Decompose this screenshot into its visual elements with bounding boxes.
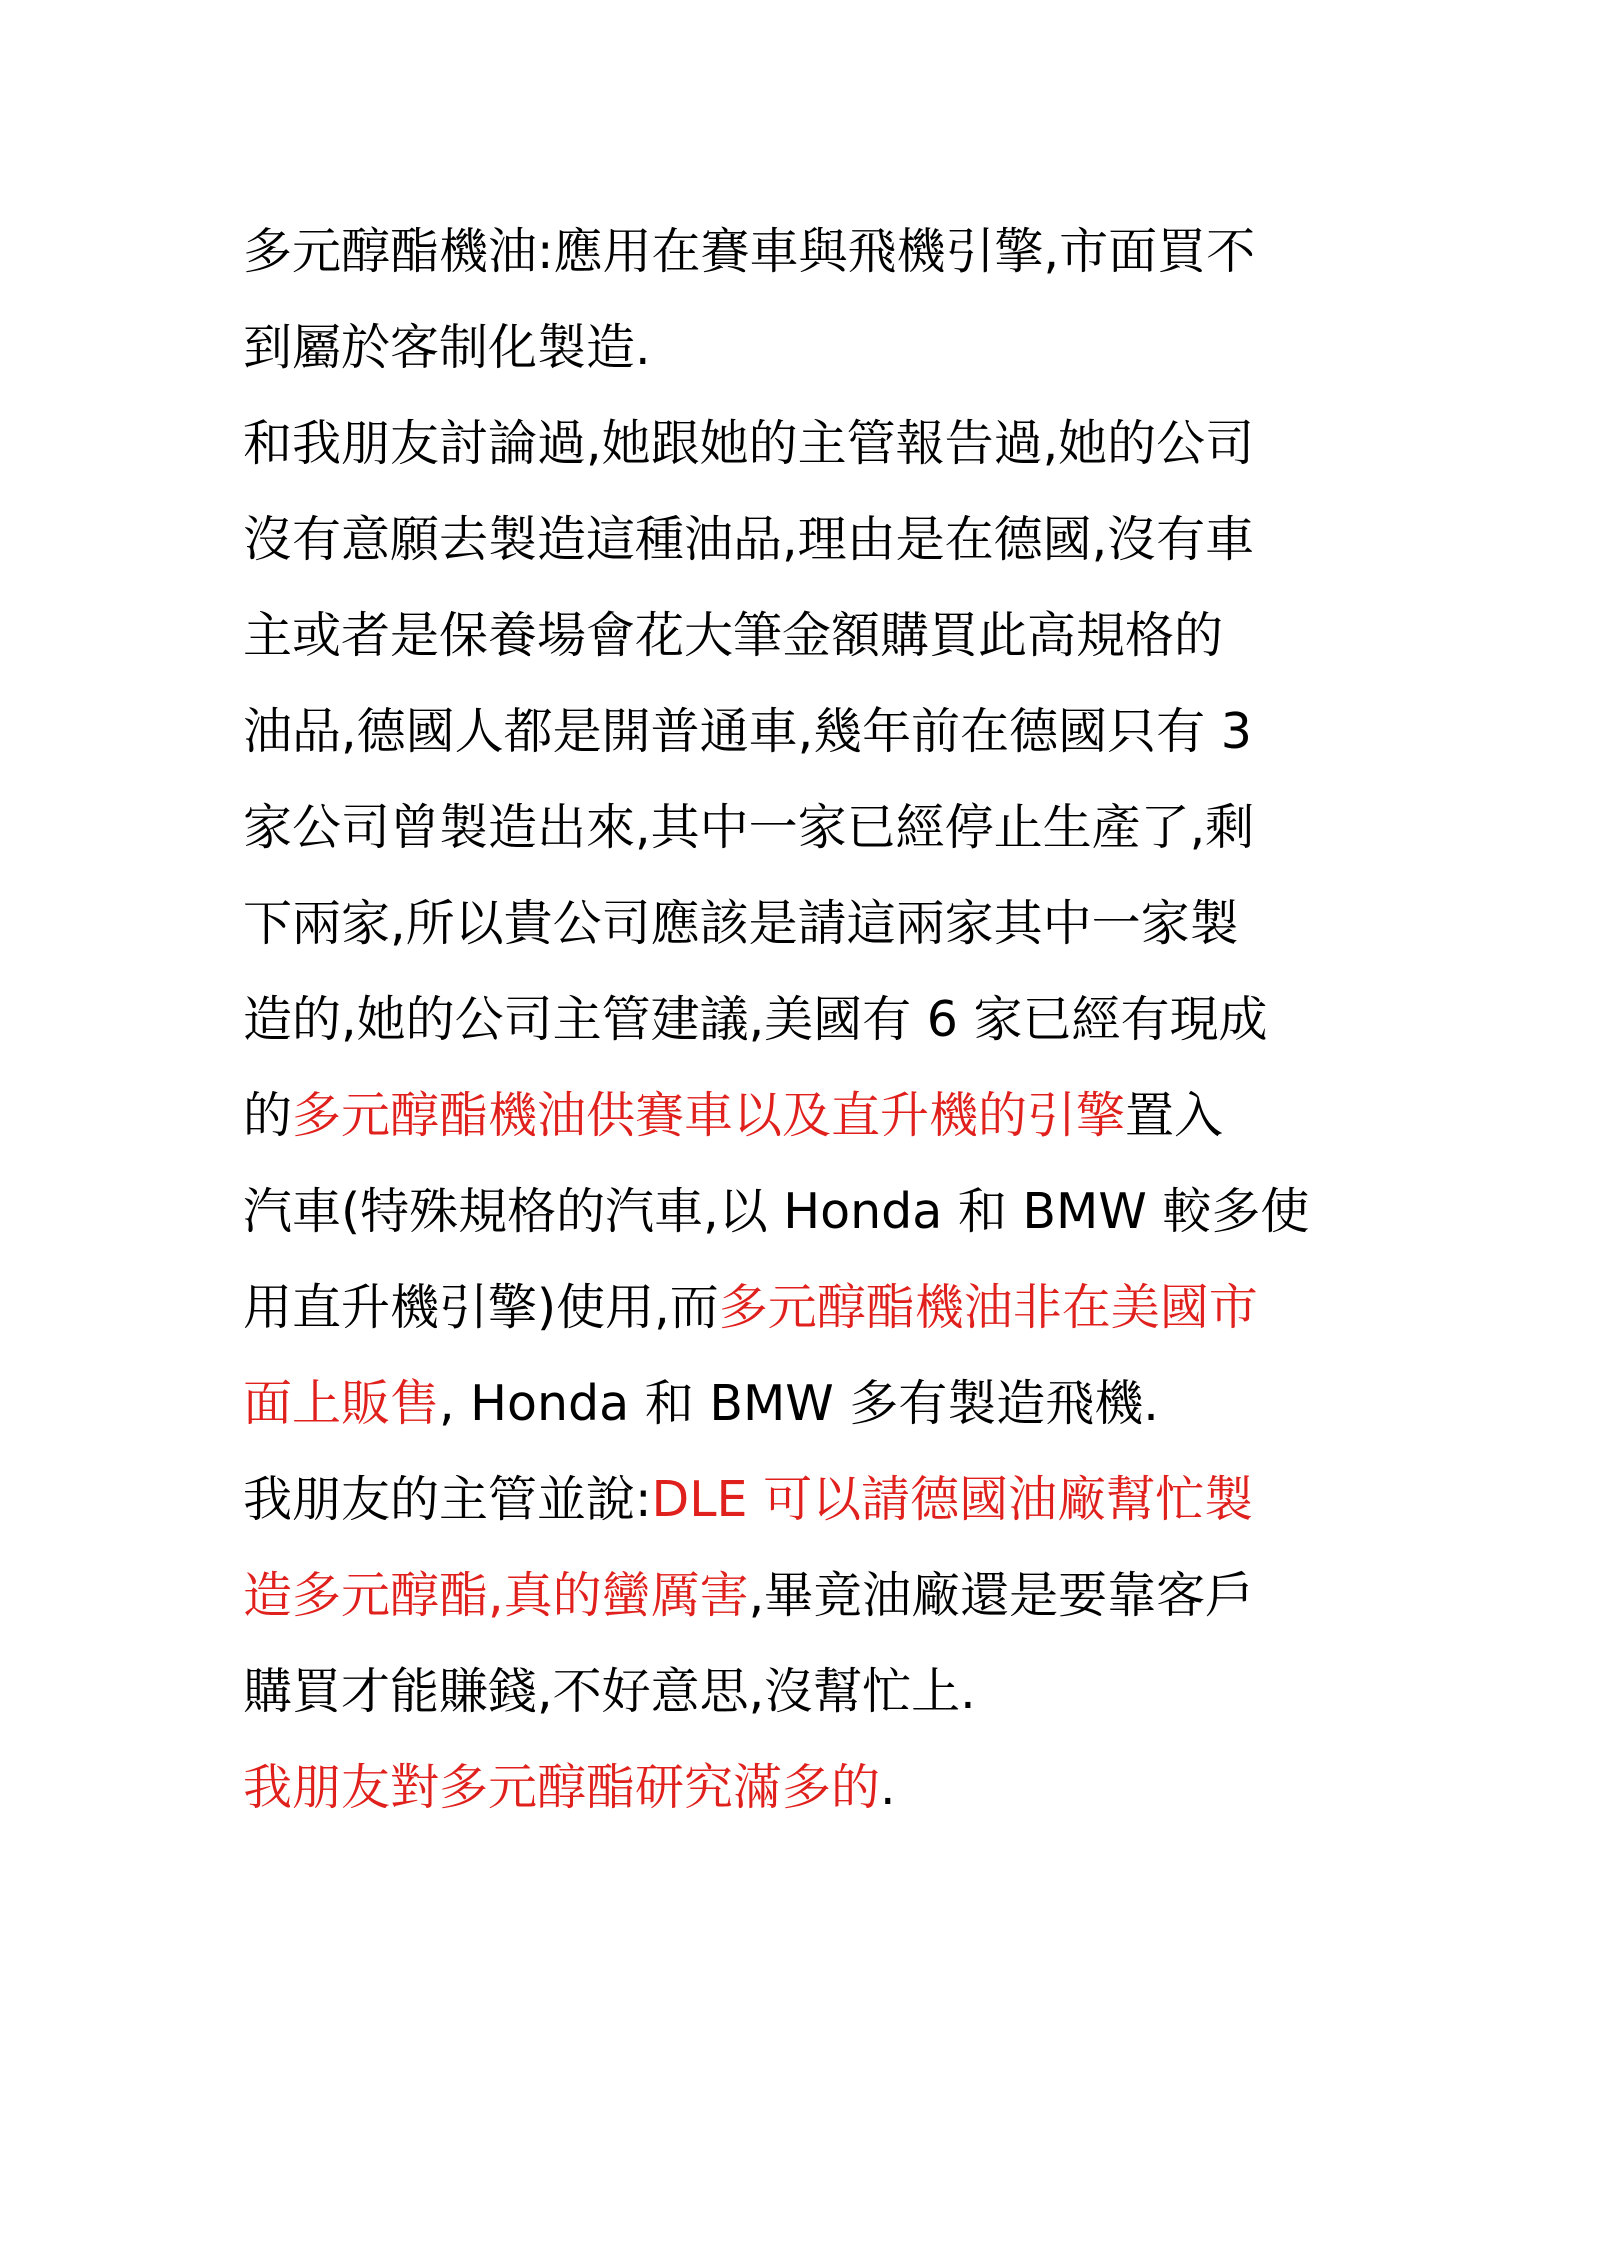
text-line [243,1260,1373,1356]
text-run: . [880,1759,896,1816]
text-line [243,300,1373,396]
text-line [243,1452,1373,1548]
text-run: 沒有意願去製造這種油品,理由是在德國,沒有車 [243,511,1255,568]
text-run: 購買才能賺錢,不好意思,沒幫忙上. [243,1663,976,1720]
text-line [243,1548,1373,1644]
text-line [243,1740,1373,1836]
text-run: 主或者是保養場會花大筆金額購買此高規格的 [243,607,1224,664]
text-line [243,780,1373,876]
text-run: 家公司曾製造出來,其中一家已經停止生產了,剩 [243,799,1255,856]
text-run: 到屬於客制化製造. [243,319,651,376]
text-line [243,684,1373,780]
text-run: 置入 [1125,1087,1224,1144]
highlighted-text-run: DLE 可以請德國油廠幫忙製 [651,1471,1254,1528]
text-line [243,1068,1373,1164]
text-line [243,396,1373,492]
highlighted-text-run: 多元醇酯機油供賽車以及直升機的引擎 [292,1087,1126,1144]
highlighted-text-run: 造多元醇酯,真的蠻厲害 [243,1567,749,1624]
text-run: 汽車(特殊規格的汽車,以 Honda 和 BMW 較多使 [243,1183,1310,1240]
text-run: , Honda 和 BMW 多有製造飛機. [439,1375,1159,1432]
text-run: 和我朋友討論過,她跟她的主管報告過,她的公司 [243,415,1255,472]
text-run: ,畢竟油廠還是要靠客戶 [748,1567,1255,1624]
highlighted-text-run: 面上販售 [243,1375,440,1432]
text-run: 造的,她的公司主管建議,美國有 6 家已經有現成 [243,991,1268,1048]
text-run: 下兩家,所以貴公司應該是請這兩家其中一家製 [243,895,1239,952]
text-line [243,876,1373,972]
highlighted-text-run: 我朋友對多元醇酯研究滿多的 [243,1759,881,1816]
text-line [243,972,1373,1068]
text-run: 我朋友的主管並說: [243,1471,652,1528]
text-run: 油品,德國人都是開普通車,幾年前在德國只有 3 [243,703,1252,760]
document-page [243,204,1373,1836]
text-run: 的 [243,1087,293,1144]
text-line [243,492,1373,588]
text-line [243,204,1373,300]
text-line [243,1356,1373,1452]
body-text [243,204,1373,1836]
text-run: 用直升機引擎)使用,而 [243,1279,719,1336]
text-line [243,1164,1373,1260]
text-line [243,1644,1373,1740]
text-run: 多元醇酯機油:應用在賽車與飛機引擎,市面買不 [243,223,1256,280]
highlighted-text-run: 多元醇酯機油非在美國市 [718,1279,1258,1336]
text-line [243,588,1373,684]
